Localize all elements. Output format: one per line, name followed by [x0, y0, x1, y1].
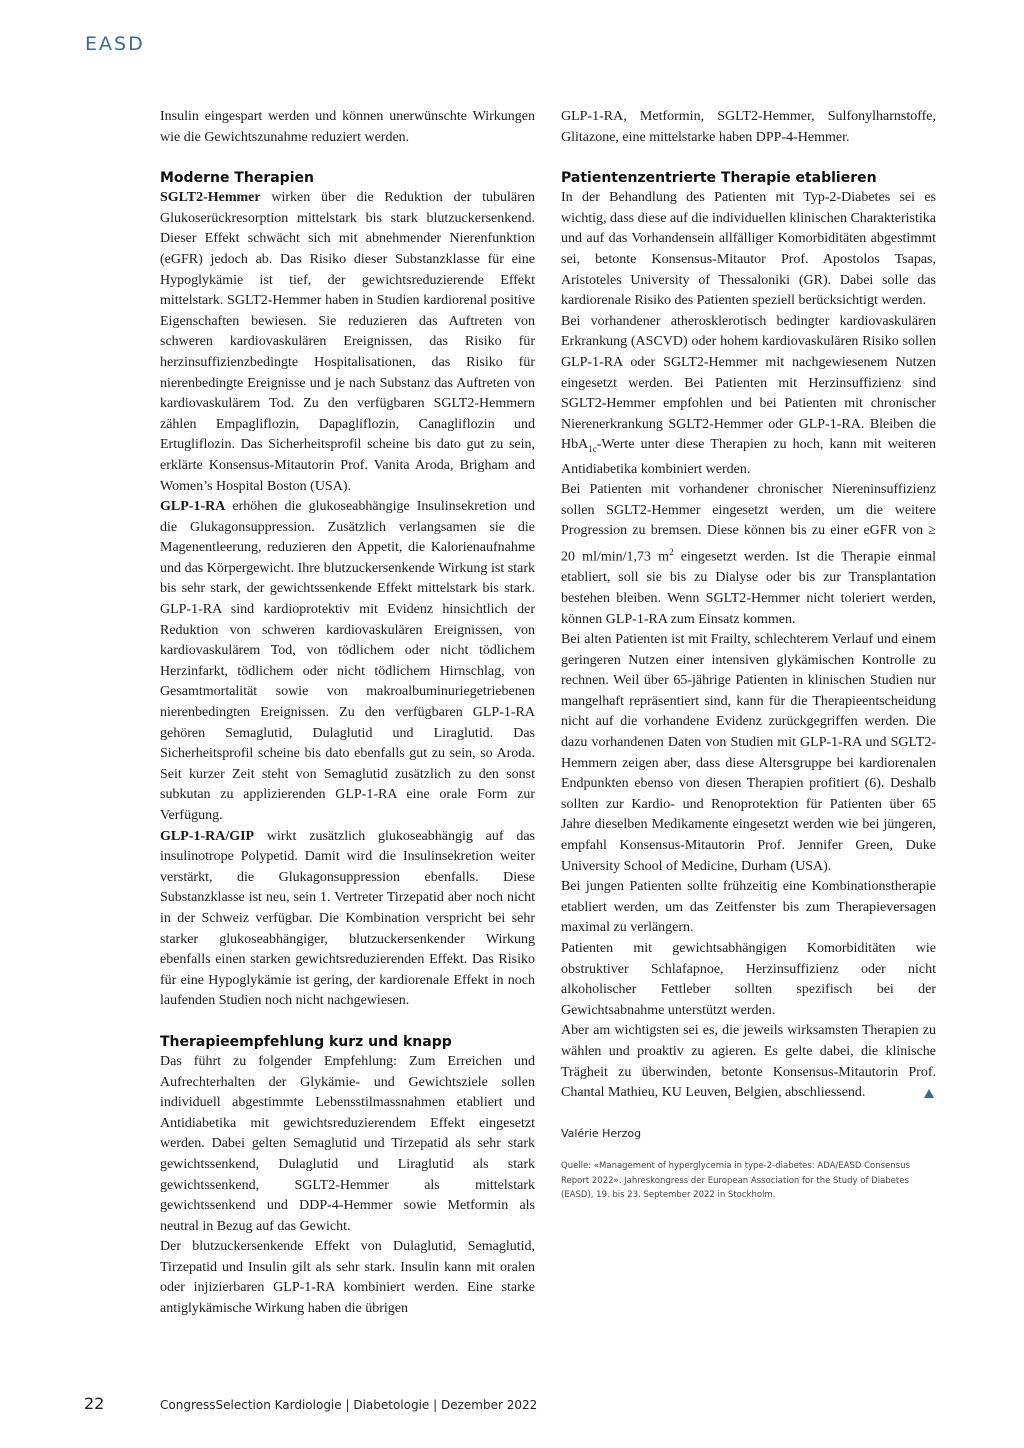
paragraph-patient-7: [561, 1021, 936, 1103]
text-gip: wirkt zusätzlich glukoseabhängig auf das insulinotrope Polypetid. Damit wird die Insulinsekretion weiter verstärkt, die Glukagonsuppression ebenfalls. Diese Substanzklasse ist neu, sein 1. Vertreter Tirzepatid aber noch nicht in der Schweiz verfügbar. Die Kombination verspricht bei sehr starker glukoseabhängiger, blutzuckersenkender Wirkung ebenfalls einen starken gewichtsreduzierenden Effekt. Das Risiko für eine Hypoglykämie ist gering, der kardiorenale Effekt in noch laufenden Studien noch nicht nachgewiesen.: [160, 828, 535, 1009]
paragraph-patient-5: Bei jungen Patienten sollte frühzeitig eine Kombinationstherapie etabliert werden, um das Zeitfenster bis zum Therapieversagen maximal zu verlängern.: [561, 879, 936, 936]
author-name: Valérie Herzog: [561, 1126, 642, 1140]
term-sglt2: SGLT2-Hemmer: [160, 190, 261, 206]
paragraph-empfehlung-2: Der blutzuckersenkende Effekt von Dulaglutid, Semaglutid, Tirzepatid und Insulin gilt als sehr stark. Insulin kann mit oralen oder injizierbaren GLP-1-RA kombiniert werden. Eine starke antiglykämische Wirkung haben die übrigen: [160, 1239, 535, 1317]
paragraph-patient-2: [561, 312, 936, 481]
intro-paragraph: Insulin eingespart werden und können unerwünschte Wirkungen wie die Gewichtszunahme reduziert werden.: [160, 109, 535, 145]
article-column-left: [160, 107, 535, 1320]
text-sglt2: wirken über die Reduktion der tubulären Glukoserückresorption mittelstark bis stark blutzuckersenkend. Dieser Effekt schwächt sich mit abnehmender Nierenfunktion (eGFR) jedoch ab. Das Risiko dieser Substanzklasse für eine Hypoglykämie ist tief, der gewichtsreduzierende Effekt mittelstark. SGLT2-Hemmer haben in Studien kardiorenal positive Eigenschaften bewiesen. Sie reduzieren das Auftreten von schweren kardiovaskulären Ereignissen, das Risiko für herzinsuffizienzbedingte Hospitalisationen, das Risiko für nierenbedingte Ereignisse und je nach Substanz das Auftreten von kardiovaskulärem Tod. Zu den verfügbaren SGLT2-Hemmern zählen Empagliflozin, Dapagliflozin, Canagliflozin und Ertugliflozin. Das Sicherheitsprofil scheine bis dato gut zu sein, erklärte Konsensus-Mitautorin Prof. Vanita Aroda, Brigham and Women’s Hospital Boston (USA).: [160, 190, 535, 494]
text-p3b: eingesetzt werden. Ist die Therapie einmal etabliert, soll sie bis zu Dialyse oder bis zur Transplantation bestehen bleiben. Wenn SGLT2-Hemmer nicht toleriert werden, können GLP-1-RA zum Einsatz kommen.: [561, 549, 936, 627]
paragraph-sglt2: [160, 188, 535, 497]
text-p2b: -Werte unter diese Therapien zu hoch, kann mit weiteren Antidiabetika kombiniert werden.: [561, 437, 936, 477]
heading-therapieempfehlung: Therapieempfehlung kurz und knapp: [160, 1033, 452, 1050]
article-column-right: [561, 107, 936, 1203]
term-glp1: GLP-1-RA: [160, 499, 226, 515]
paragraph-patient-1: In der Behandlung des Patienten mit Typ-2-Diabetes sei es wichtig, dass diese auf die individuellen klinischen Charakteristika und auf das Vorhandensein allfälliger Komorbiditäten abgestimmt sei, betonte Konsensus-Mitautor Prof. Apostolos Tsapas, Aristoteles University of Thessaloniki (GR). Dabei solle das kardiorenale Risiko des Patienten speziell berücksichtigt werden.: [561, 190, 936, 309]
text-p2a: Bei vorhandener atherosklerotisch bedingter kardiovaskulären Erkrankung (ASCVD) oder hohem kardiovaskulären Risiko sollen GLP-1-RA oder SGLT2-Hemmer mit nachgewiesenem Nutzen eingesetzt werden. Bei Patienten mit Herzinsuffizienz sind SGLT2-Hemmer empfohlen und bei Patienten mit chronischer Nierenerkrankung SGLT2-Hemmer oder GLP-1-RA. Bleiben die HbA: [561, 313, 936, 453]
paragraph-patient-6: Patienten mit gewichtsabhängigen Komorbiditäten wie obstruktiver Schlafapnoe, Herzinsuffizienz oder nicht alkoholischer Fettleber sollten spezifisch bei der Gewichtsabnahme unterstützt werden.: [561, 941, 936, 1018]
source-note: Quelle: «Management of hyperglycemia in type-2-diabetes: ADA/EASD Consensus Report 2022». Jahreskongress der European Association for the Study of Diabetes (EASD), 19. bis 23. September 2022 in Stockholm.: [561, 1161, 910, 1201]
paragraph-gip: [160, 827, 535, 1012]
paragraph-empfehlung-1: Das führt zu folgender Empfehlung: Zum Erreichen und Aufrechterhalten der Glykämie- und Gewichtsziele sollen individuell abgestimmte Lebensstilmassnahmen etabliert und Antidiabetika mit gewichtsreduzierendem Effekt eingesetzt werden. Dabei gelten Semaglutid und Tirzepatid als sehr stark gewichtssenkend, Dulaglutid und Liraglutid als stark gewichtssenkend, SGLT2-Hemmer als mittelstark gewichtssenkend und DDP-4-Hemmer sowie Metformin als neutral in Bezug auf das Gewicht.: [160, 1053, 535, 1234]
paragraph-patient-3: [561, 480, 936, 630]
continued-paragraph: GLP-1-RA, Metformin, SGLT2-Hemmer, Sulfonylharnstoffe, Glitazone, eine mittelstarke haben DPP-4-Hemmer.: [561, 109, 936, 145]
superscript-2: 2: [669, 547, 674, 558]
page-number: 22: [84, 1394, 105, 1413]
paragraph-patient-4: Bei alten Patienten ist mit Frailty, schlechterem Verlauf und einem geringeren Nutzen einer intensiven glykämischen Kontrolle zu rechnen. Weil über 65-jährige Patienten in klinischen Studien nur mangelhaft repräsentiert sind, kann für die Therapieentscheidung nicht auf die vorhandene Evidenz zurückgegriffen werden. Die dazu vorhandenen Daten von Studien mit GLP-1-RA und SGLT2-Hemmern zeigen aber, dass diese Altersgruppe bei kardiorenalen Endpunkten ebenso von diesen Therapien profitiert (6). Deshalb sollten zur Kardio- und Renoprotektion für Patienten über 65 Jahre dieselben Medikamente eingesetzt werden wie bei jüngeren, empfahl Konsensus-Mitautorin Prof. Jennifer Green, Duke University School of Medicine, Durham (USA).: [561, 632, 936, 874]
triangle-up-icon: [924, 1089, 934, 1098]
text-p7: Aber am wichtigsten sei es, die jeweils wirksamsten Therapien zu wählen und proaktiv zu agieren. Es gelte dabei, die klinische Trägheit zu überwinden, betonte Konsensus-Mitautorin Prof. Chantal Mathieu, KU Leuven, Belgien, abschliessend.: [561, 1023, 936, 1101]
heading-patientenzentrierte-therapie: Patientenzentrierte Therapie etablieren: [561, 170, 877, 187]
heading-moderne-therapien: Moderne Therapien: [160, 170, 314, 187]
subscript-1c: 1c: [588, 444, 597, 455]
text-glp1: erhöhen die glukoseabhängige Insulinsekretion und die Glukagonsuppression. Zusätzlich verlangsamen sie die Magenentleerung, reduzieren den Appetit, die Kalorienaufnahme und das Körpergewicht. Ihre blutzuckersenkende Wirkung ist stark bis sehr stark, der gewichtssenkende Effekt mittelstark bis stark. GLP-1-RA sind kardioprotektiv mit Evidenz hinsichtlich der Reduktion von schweren kardiovaskulären Ereignissen, von kardiovaskulärem Tod, von tödlichem oder nicht tödlichem Herzinfarkt, tödlichem oder nicht tödlichem Hirnschlag, von Gesamtmortalität sowie von makroalbuminuriegetriebenen nierenbedingten Ereignissen. Zu den verfügbaren GLP-1-RA gehören Semaglutid, Dulaglutid und Liraglutid. Das Sicherheitsprofil scheine bis dato ebenfalls gut zu sein, so Aroda. Seit kurzer Zeit steht von Semaglutid zusätzlich zu den sonst subkutan zu applizierenden GLP-1-RA eine orale Form zur Verfügung.: [160, 499, 535, 823]
term-gip: GLP-1-RA/GIP: [160, 828, 255, 844]
footer-publication: CongressSelection Kardiologie | Diabetologie | Dezember 2022: [160, 1398, 538, 1412]
paragraph-glp1: [160, 497, 535, 827]
section-header: EASD: [85, 33, 145, 55]
text-p3a: Bei Patienten mit vorhandener chronischer Niereninsuffizienz sollen SGLT2-Hemmer eingesetzt werden, um die weitere Progression zu bremsen. Diese können bis zu einer eGFR von ≥ 20 ml/min/1,73 m: [561, 482, 936, 565]
